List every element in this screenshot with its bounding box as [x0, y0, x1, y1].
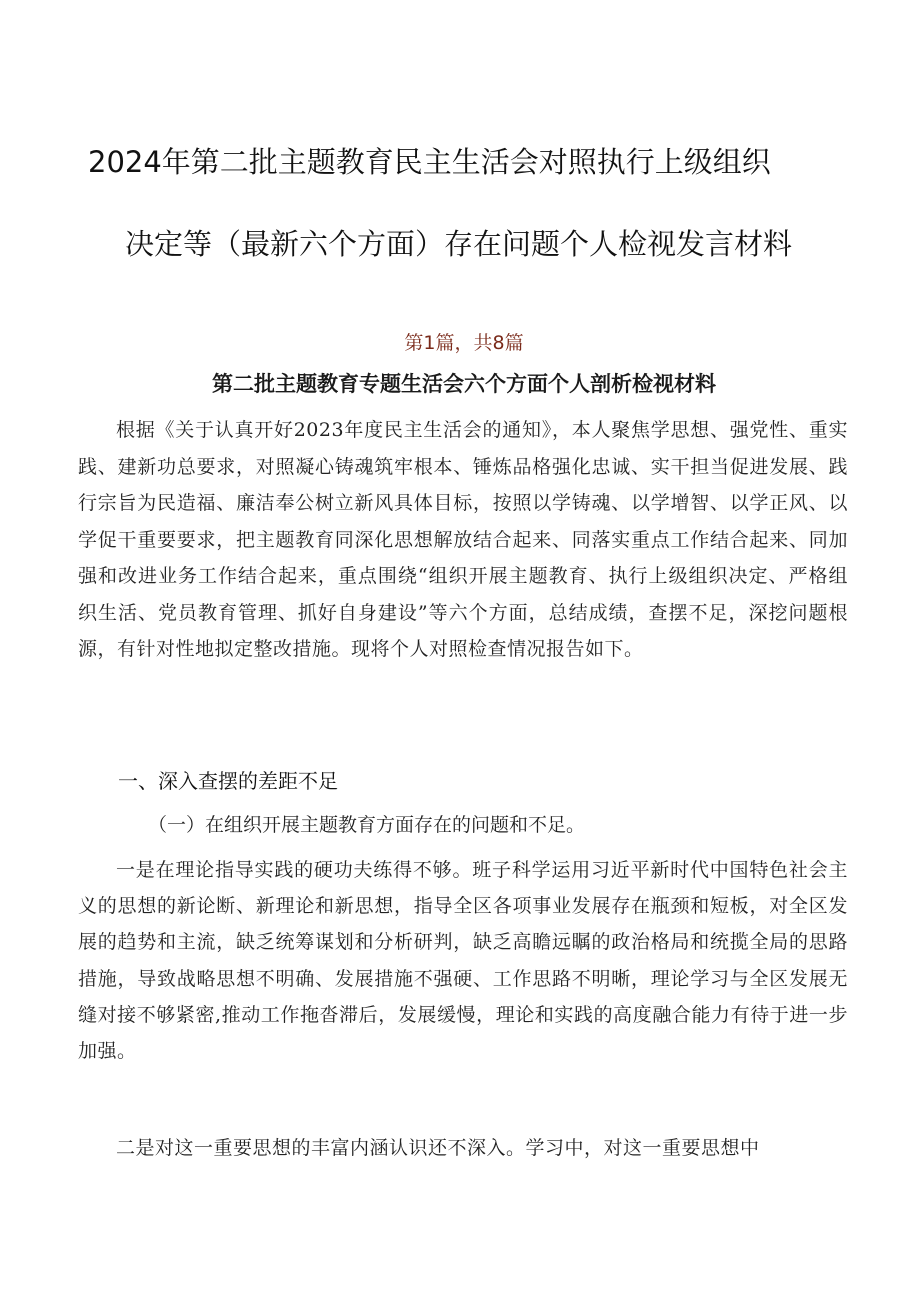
body-paragraph-point-2: 二是对这一重要思想的丰富内涵认识还不深入。学习中，对这一重要思想中 [116, 1137, 760, 1159]
document-title-line-1: 2024年第二批主题教育民主生活会对照执行上级组织 [88, 145, 771, 179]
body-paragraph-point-1: 一是在理论指导实践的硬功夫练得不够。班子科学运用习近平新时代中国特色社会主义的思想的新论断、新理论和新思想，指导全区各项事业发展存在瓶颈和短板，对全区发展的趋势和主流，缺乏统筹谋划和分析研判，缺乏高瞻远瞩的政治格局和统揽全局的思路措施，导致战略思想不明确、发展措施不强硬、工作思路不明晰，理论学习与全区发展无缝对接不够紧密,推动工作拖沓滞后，发展缓慢，理论和实践的高度融合能力有待于进一步加强。 [78, 859, 848, 1063]
section-heading: 一、深入查摆的差距不足 [118, 769, 338, 793]
document-title-line-2: 决定等（最新六个方面）存在问题个人检视发言材料 [125, 227, 793, 261]
intro-paragraph: 根据《关于认真开好2023年度民主生活会的通知》，本人聚焦学思想、强党性、重实践、建新功总要求，对照凝心铸魂筑牢根本、锤炼品格强化忠诚、实干担当促进发展、践行宗旨为民造福、廉洁奉公树立新风具体目标，按照以学铸魂、以学增智、以学正风、以学促干重要要求，把主题教育同深化思想解放结合起来、同落实重点工作结合起来、同加强和改进业务工作结合起来，重点围绕“组织开展主题教育、执行上级组织决定、严格组织生活、党员教育管理、抓好自身建设”等六个方面，总结成绩，查摆不足，深挖问题根源，有针对性地拟定整改措施。现将个人对照检查情况报告如下。 [78, 419, 848, 660]
part-indicator: 第1篇，共8篇 [404, 332, 524, 354]
subsection-heading: （一）在组织开展主题教育方面存在的问题和不足。 [148, 814, 586, 836]
article-subtitle: 第二批主题教育专题生活会六个方面个人剖析检视材料 [212, 372, 716, 396]
